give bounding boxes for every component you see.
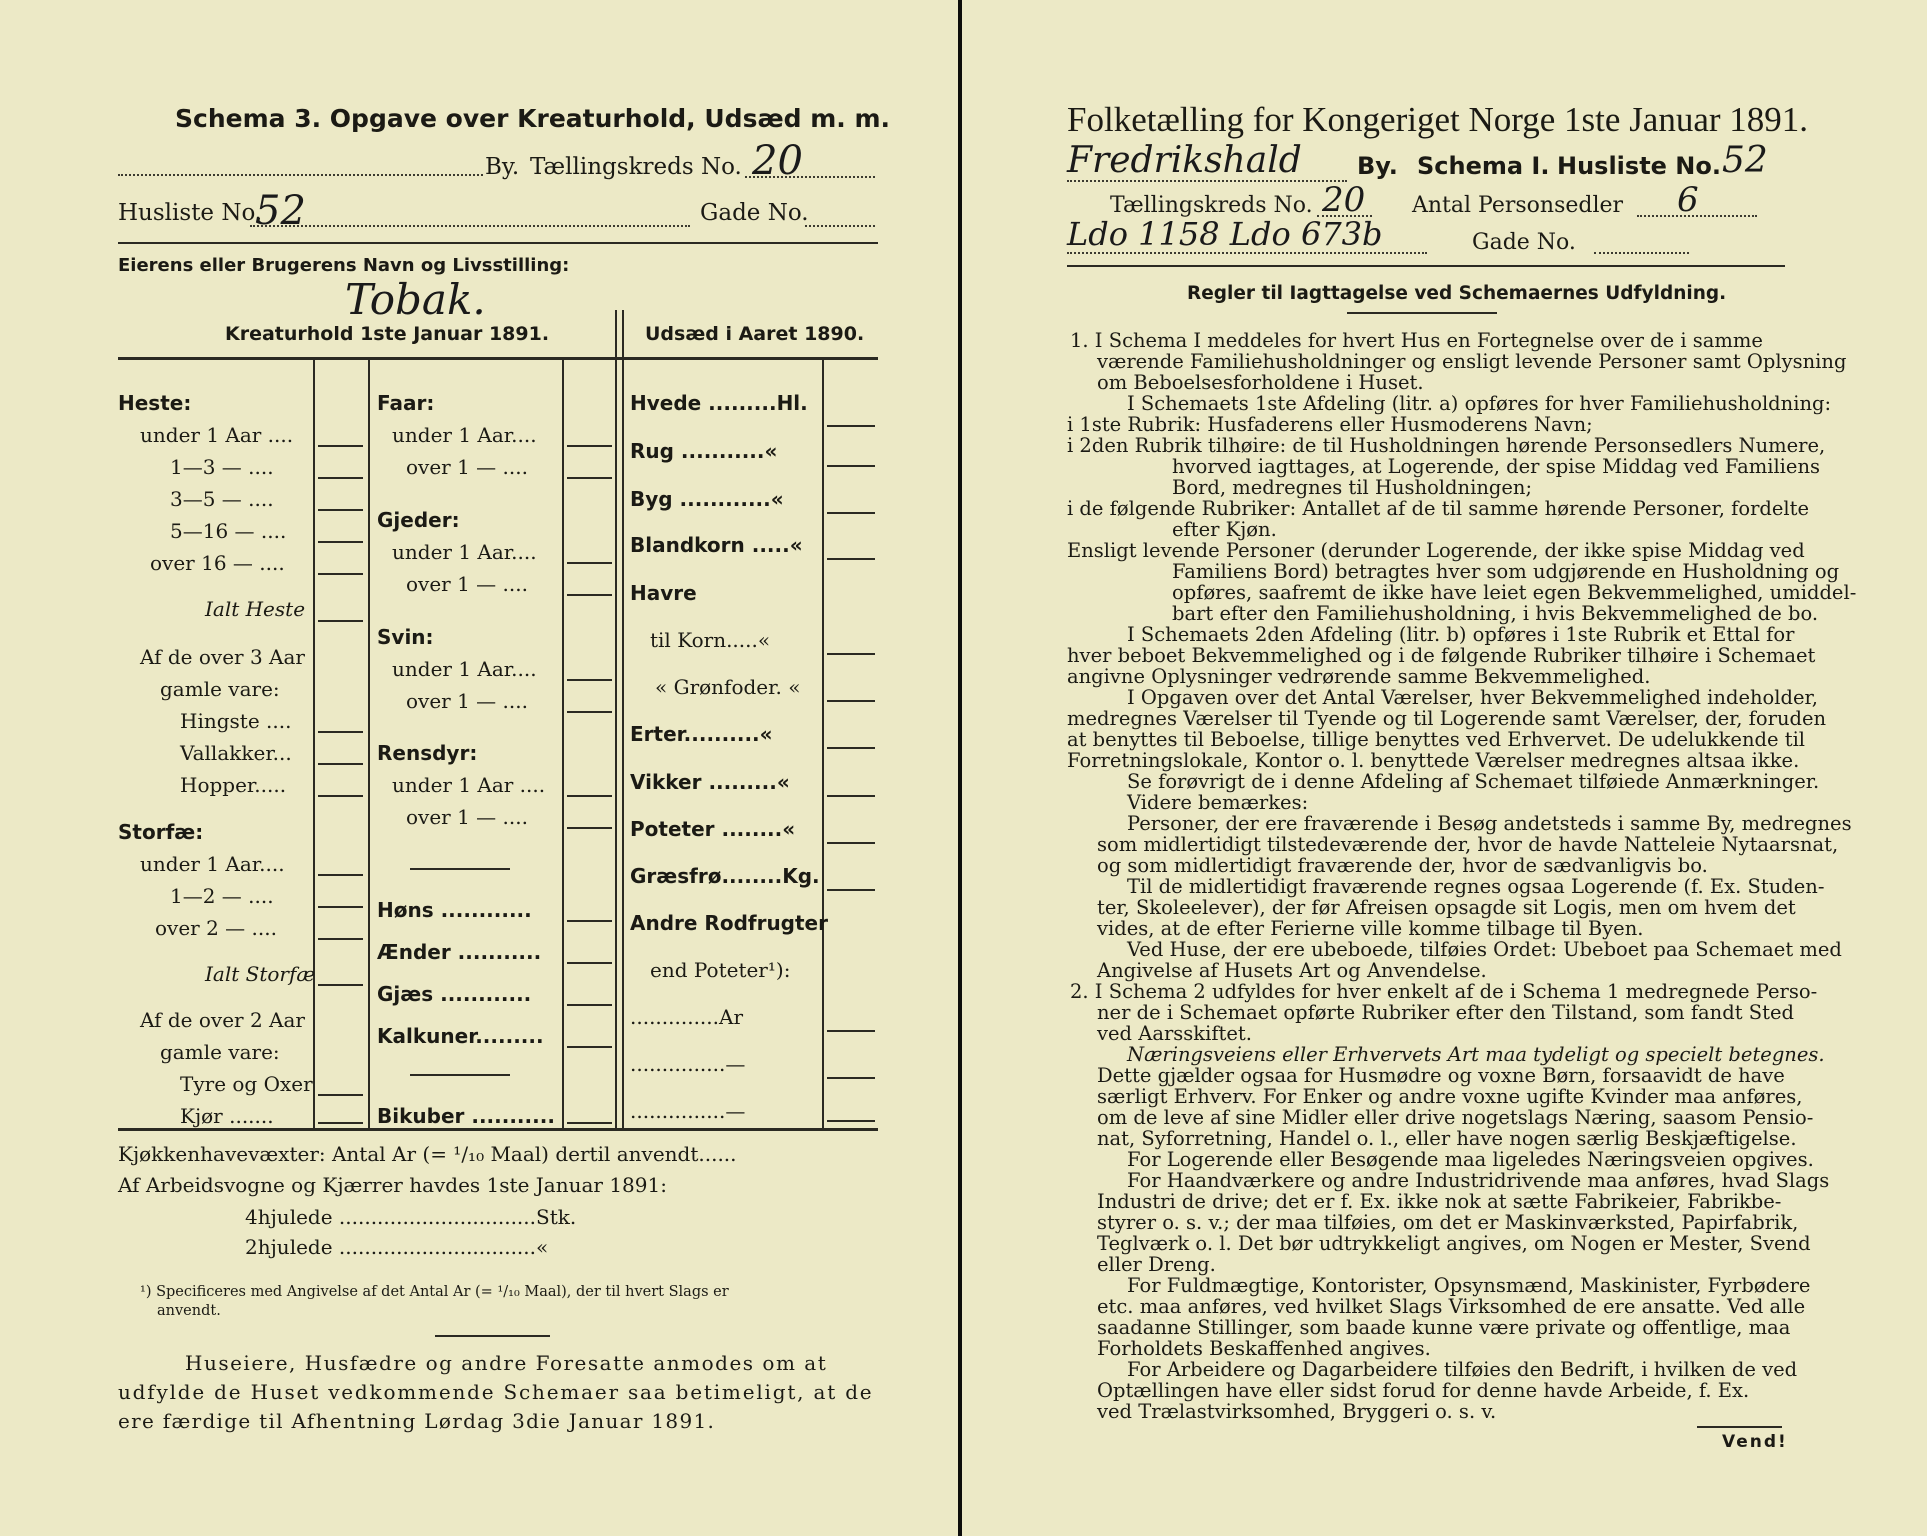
col1-item: Kjør ....... (180, 1104, 274, 1128)
rules-line: saadanne Stillinger, som baade kunne være private og offentlige, maa (1097, 1316, 1791, 1339)
rules-line: angivne Oplysninger vedrørende samme Bekvemmelighed. (1067, 665, 1651, 688)
col1-item: Ialt Storfæ (205, 962, 316, 986)
eier-value: Tobak. (345, 275, 486, 324)
col2-item: under 1 Aar .... (392, 773, 546, 797)
col2-item: under 1 Aar.... (392, 423, 537, 447)
rules-line: ved Aarsskiftet. (1097, 1022, 1252, 1045)
col3-item: ...............— (630, 1052, 746, 1076)
tallingskreds-label: Tællingskreds No. (1110, 193, 1313, 218)
kjokken-line: Kjøkkenhavevæxter: Antal Ar (= ¹/₁₀ Maal) dertil anvendt...... (118, 1142, 737, 1166)
reference-handwritten: Ldo 1158 Ldo 673b (1067, 215, 1383, 253)
rules-line: Personer, der ere fraværende i Besøg andetsteds i samme By, medregnes (1127, 812, 1852, 835)
rules-line: som midlertidigt tilstedeværende der, hvor de havde Natteleie Nytaarsnat, (1097, 833, 1839, 856)
col1-item: 1—3 — .... (170, 455, 274, 479)
left-page (0, 0, 958, 1536)
entry-blank[interactable] (318, 938, 363, 940)
separator (435, 1335, 550, 1337)
entry-blank[interactable] (827, 889, 875, 891)
entry-blank[interactable] (318, 477, 363, 479)
husliste-value: 52 (255, 188, 306, 234)
col3-item: Havre (630, 581, 697, 605)
rules-line: etc. maa anføres, ved hvilket Slags Virksomhed de ere ansatte. Ved alle (1097, 1295, 1806, 1318)
col2-item: Ænder ........... (377, 940, 542, 964)
col2-item: Høns ............ (377, 898, 532, 922)
rules-line: særligt Erhverv. For Enker og andre voxne ugifte Kvinder maa anføres, (1097, 1085, 1803, 1108)
tallingskreds-value: 20 (1322, 180, 1366, 220)
col3-item: Hvede .........Hl. (630, 391, 808, 415)
rules-line: Ved Huse, der ere ubeboede, tilføies Ordet: Ubeboet paa Schemaet med (1127, 938, 1842, 961)
udsaed-header: Udsæd i Aaret 1890. (645, 323, 865, 345)
rules-line: Forretningslokale, Kontor o. l. benyttede Værelser medregnes altsaa ikke. (1067, 749, 1800, 772)
vend-label: Vend! (1722, 1432, 1788, 1452)
table-divider (622, 310, 624, 1130)
footnote: ¹) Specificeres med Angivelse af det Antal Ar (= ¹/₁₀ Maal), der til hvert Slags er (140, 1284, 729, 1300)
rules-line: For Logerende eller Besøgende maa ligeledes Næringsveien opgives. (1127, 1148, 1814, 1171)
rules-line: bart efter den Familiehusholdning, i hvis Bekvemmelighed de bo. (1172, 602, 1819, 625)
entry-blank[interactable] (827, 747, 875, 749)
entry-blank[interactable] (318, 906, 363, 908)
rules-line: værende Familiehusholdninger og ensligt levende Personer samt Oplysning (1097, 350, 1847, 373)
entry-blank[interactable] (318, 1094, 363, 1096)
schema-label: Schema I. (1417, 152, 1550, 180)
eier-label: Eierens eller Brugerens Navn og Livsstilling: (118, 255, 570, 276)
rules-line: nat, Syforretning, Handel o. l., eller have nogen særlig Beskjæftigelse. (1097, 1127, 1797, 1150)
col2-item: under 1 Aar.... (392, 657, 537, 681)
col3-item: « Grønfoder. « (655, 675, 801, 699)
col2-item: Rensdyr: (377, 741, 478, 765)
rules-line: 2. I Schema 2 udfyldes for hver enkelt af de i Schema 1 medregnede Perso- (1070, 980, 1818, 1003)
entry-blank[interactable] (827, 842, 875, 844)
entry-blank[interactable] (318, 763, 363, 765)
col1-item: over 16 — .... (150, 551, 285, 575)
col1-item: under 1 Aar .... (140, 423, 294, 447)
entry-blank[interactable] (827, 1120, 875, 1122)
entry-blank[interactable] (567, 795, 612, 797)
entry-blank[interactable] (827, 512, 875, 514)
col1-item: Ialt Heste (205, 597, 306, 621)
rules-line: Forholdets Beskaffenhed angives. (1097, 1337, 1431, 1360)
footnote: anvendt. (157, 1303, 221, 1319)
col3-item: Andre Rodfrugter (630, 911, 828, 935)
col3-item: ...............— (630, 1099, 746, 1123)
col1-item: Hopper..... (180, 773, 287, 797)
husliste-value: 52 (1722, 140, 1768, 181)
city-handwritten: Fredrikshald (1067, 140, 1302, 181)
rules-line: I Schemaets 1ste Afdeling (litr. a) opføres for hver Familiehusholdning: (1127, 392, 1832, 415)
col1-item: 1—2 — .... (170, 884, 274, 908)
entry-blank[interactable] (827, 653, 875, 655)
col1-item: Storfæ: (118, 820, 204, 844)
col2-item: Gjæs ............ (377, 982, 532, 1006)
rules-line: hvorved iagttages, at Logerende, der spise Middag ved Familiens (1172, 455, 1821, 478)
gade-line (1594, 252, 1689, 254)
col2-item: over 1 — .... (406, 572, 528, 596)
rules-line: ner de i Schemaet opførte Rubriker efter den Tilstand, som fandt Sted (1097, 1001, 1794, 1024)
closing-text: udfylde de Huset vedkommende Schemaer saa betimeligt, at de (118, 1380, 874, 1404)
table-divider (615, 310, 617, 1130)
table-bottom-rule (118, 1128, 878, 1131)
entry-blank[interactable] (827, 558, 875, 560)
separator (410, 868, 510, 870)
entry-blank[interactable] (318, 984, 363, 986)
entry-blank[interactable] (827, 700, 875, 702)
rules-line: i de følgende Rubriker: Antallet af de til samme hørende Personer, fordelte (1067, 497, 1810, 520)
by-label: By. (1357, 152, 1398, 180)
entry-blank[interactable] (318, 874, 363, 876)
col3-item: Byg ............« (630, 487, 784, 511)
rules-line: Dette gjælder ogsaa for Husmødre og voxne Børn, forsaavidt de have (1097, 1064, 1785, 1087)
tallingskreds-value: 20 (752, 138, 803, 184)
right-page (962, 0, 1927, 1536)
col-rule (368, 360, 370, 1130)
entry-blank[interactable] (567, 445, 612, 447)
entry-blank[interactable] (827, 1077, 875, 1079)
by-label: By. (485, 154, 520, 180)
separator (1347, 312, 1497, 314)
rules-line: eller Dreng. (1097, 1253, 1216, 1276)
rules-line: ter, Skoleelever), der før Afreisen opsagde sit Logis, men om hvem det (1097, 896, 1796, 919)
personsedler-value: 6 (1677, 180, 1699, 220)
col3-item: ..............Ar (630, 1005, 744, 1029)
col3-item: Rug ...........« (630, 439, 778, 463)
rules-line: om Beboelsesforholdene i Huset. (1097, 371, 1424, 394)
col2-item: over 1 — .... (406, 455, 528, 479)
col3-item: Græsfrø........Kg. (630, 864, 820, 888)
entry-blank[interactable] (567, 827, 612, 829)
rules-line: opføres, saafremt de ikke have leiet egen Bekvemmelighed, umiddel- (1172, 581, 1857, 604)
rules-title: Regler til Iagttagelse ved Schemaernes Udfyldning. (1187, 283, 1727, 304)
rules-line: Bord, medregnes til Husholdningen; (1172, 476, 1533, 499)
col1-item: gamle vare: (160, 1040, 280, 1064)
hjulede4-line: 4hjulede ...............................Stk. (245, 1205, 577, 1229)
entry-blank[interactable] (318, 731, 363, 733)
rules-line: Teglværk o. l. Det bør udtrykkeligt angives, om Nogen er Mester, Svend (1097, 1232, 1811, 1255)
husliste-label: Husliste No. (118, 200, 263, 226)
rules-line: at benyttes til Beboelse, tillige benyttes ved Erhvervet. De udelukkende til (1067, 728, 1806, 751)
col-rule (562, 360, 564, 1130)
gade-label: Gade No. (1472, 230, 1576, 255)
reference-line (1067, 252, 1427, 254)
entry-blank[interactable] (827, 1030, 875, 1032)
rules-line: For Haandværkere og andre Industridrivende maa anføres, hvad Slags (1127, 1169, 1830, 1192)
col-rule (313, 360, 315, 1130)
col1-item: Af de over 3 Aar (140, 645, 305, 669)
entry-blank[interactable] (567, 711, 612, 713)
entry-blank[interactable] (567, 920, 612, 922)
entry-blank[interactable] (827, 795, 875, 797)
husliste-line (250, 225, 690, 227)
rules-line: styrer o. s. v.; der maa tilføies, om det er Maskinværksted, Papirfabrik, (1097, 1211, 1799, 1234)
gade-label: Gade No. (700, 200, 809, 226)
rules-line: Se forøvrigt de i denne Afdeling af Schemaet tilføiede Anmærkninger. (1127, 770, 1820, 793)
divider (1067, 265, 1785, 267)
col3-item: Erter..........« (630, 722, 773, 746)
entry-blank[interactable] (827, 425, 875, 427)
rules-line: hver beboet Bekvemmelighed og i de følgende Rubriker tilhøire i Schemaet (1067, 644, 1816, 667)
col2-item: Faar: (377, 391, 435, 415)
rules-line: 1. I Schema I meddeles for hvert Hus en Fortegnelse over de i samme (1070, 329, 1763, 352)
col2-item: over 1 — .... (406, 689, 528, 713)
rules-line: ved Trælastvirksomhed, Bryggeri o. s. v. (1097, 1400, 1497, 1423)
entry-blank[interactable] (567, 562, 612, 564)
table-top-rule (118, 357, 878, 360)
col1-item: 5—16 — .... (170, 519, 287, 543)
col1-item: gamle vare: (160, 677, 280, 701)
rules-line: efter Kjøn. (1172, 518, 1277, 541)
arbeidsvogne-line: Af Arbeidsvogne og Kjærrer havdes 1ste Januar 1891: (118, 1173, 667, 1197)
city-line (1067, 180, 1347, 182)
rules-line: om de leve af sine Midler eller drive nogetslags Næring, saasom Pensio- (1097, 1106, 1814, 1129)
rules-line: og som midlertidigt fraværende der, hvor de sædvanligvis bo. (1097, 854, 1708, 877)
separator (1697, 1426, 1782, 1428)
col1-item: Af de over 2 Aar (140, 1008, 305, 1032)
col3-item: til Korn.....« (650, 628, 771, 652)
col3-item: Vikker .........« (630, 770, 790, 794)
entry-blank[interactable] (567, 1046, 612, 1048)
rules-line: i 2den Rubrik tilhøire: de til Husholdningen hørende Personsedlers Numere, (1067, 434, 1826, 457)
divider (118, 242, 878, 244)
col1-item: Vallakker... (180, 741, 292, 765)
rules-line: medregnes Værelser til Tyende og til Logerende samt Værelser, der, foruden (1067, 707, 1827, 730)
col1-item: under 1 Aar.... (140, 852, 285, 876)
by-line (118, 168, 483, 176)
personsedler-label: Antal Personsedler (1412, 193, 1624, 218)
col3-item: Poteter ........« (630, 817, 796, 841)
entry-blank[interactable] (318, 541, 363, 543)
col1-item: Heste: (118, 391, 192, 415)
rules-line: Familiens Bord) betragtes hver som udgjørende en Husholdning og (1172, 560, 1840, 583)
rules-line: For Fuldmægtige, Kontorister, Opsynsmænd, Maskinister, Fyrbødere (1127, 1274, 1811, 1297)
rules-line: I Opgaven over det Antal Værelser, hver Bekvemmelighed indeholder, (1127, 686, 1818, 709)
census-title: Folketælling for Kongeriget Norge 1ste Januar 1891. (1067, 100, 1809, 139)
personsedler-line (1637, 215, 1757, 217)
entry-blank[interactable] (827, 465, 875, 467)
rules-line: For Arbeidere og Dagarbeidere tilføies den Bedrift, i hvilken de ved (1127, 1358, 1798, 1381)
rules-line: i 1ste Rubrik: Husfaderens eller Husmoderens Navn; (1067, 413, 1593, 436)
rules-line: Næringsveiens eller Erhvervets Art maa tydeligt og specielt betegnes. (1127, 1043, 1825, 1066)
col1-item: Hingste .... (180, 709, 292, 733)
entry-blank[interactable] (567, 594, 612, 596)
entry-blank[interactable] (318, 1122, 363, 1124)
entry-blank[interactable] (567, 962, 612, 964)
kreaturhold-header: Kreaturhold 1ste Januar 1891. (225, 323, 550, 345)
entry-blank[interactable] (318, 795, 363, 797)
col2-item: over 1 — .... (406, 805, 528, 829)
rules-line: Til de midlertidigt fraværende regnes ogsaa Logerende (f. Ex. Studen- (1127, 875, 1825, 898)
tallingskreds-label: Tællingskreds No. (530, 154, 742, 180)
entry-blank[interactable] (318, 573, 363, 575)
hjulede2-line: 2hjulede ...............................« (245, 1235, 549, 1259)
col2-item: Kalkuner......... (377, 1024, 544, 1048)
rules-line: Optællingen have eller sidst forud for denne havde Arbeide, f. Ex. (1097, 1379, 1750, 1402)
col2-item: under 1 Aar.... (392, 540, 537, 564)
col2-item: Svin: (377, 625, 434, 649)
schema3-title: Schema 3. Opgave over Kreaturhold, Udsæd m. m. (175, 104, 891, 133)
rules-line: Angivelse af Husets Art og Anvendelse. (1097, 959, 1487, 982)
col2-item: Bikuber ........... (377, 1104, 555, 1128)
rules-line: I Schemaets 2den Afdeling (litr. b) opføres i 1ste Rubrik et Ettal for (1127, 623, 1795, 646)
entry-blank[interactable] (567, 1122, 612, 1124)
entry-blank[interactable] (567, 679, 612, 681)
col1-item: Tyre og Oxer (180, 1072, 313, 1096)
entry-blank[interactable] (318, 509, 363, 511)
col-rule (822, 360, 824, 1130)
col1-item: 3—5 — .... (170, 487, 274, 511)
entry-blank[interactable] (567, 477, 612, 479)
rules-line: vides, at de efter Ferierne ville komme tilbage til Byen. (1097, 917, 1644, 940)
closing-text: ere færdige til Afhentning Lørdag 3die Januar 1891. (118, 1409, 716, 1433)
col3-item: Blandkorn .....« (630, 533, 803, 557)
rules-line: Videre bemærkes: (1127, 791, 1309, 814)
col3-item: end Poteter¹): (650, 958, 791, 982)
entry-blank[interactable] (567, 1004, 612, 1006)
col2-item: Gjeder: (377, 508, 460, 532)
entry-blank[interactable] (318, 445, 363, 447)
tallingskreds-line (745, 176, 875, 178)
rules-line: Ensligt levende Personer (derunder Logerende, der ikke spise Middag ved (1067, 539, 1805, 562)
separator (410, 1074, 510, 1076)
closing-text: Huseiere, Husfædre og andre Foresatte anmodes om at (185, 1351, 828, 1375)
husliste-label: Husliste No. (1557, 152, 1721, 180)
gade-line (805, 225, 875, 227)
entry-blank[interactable] (318, 620, 363, 622)
rules-line: Industri de drive; det er f. Ex. ikke nok at sætte Fabrikeier, Fabrikbe- (1097, 1190, 1782, 1213)
col1-item: over 2 — .... (155, 916, 277, 940)
